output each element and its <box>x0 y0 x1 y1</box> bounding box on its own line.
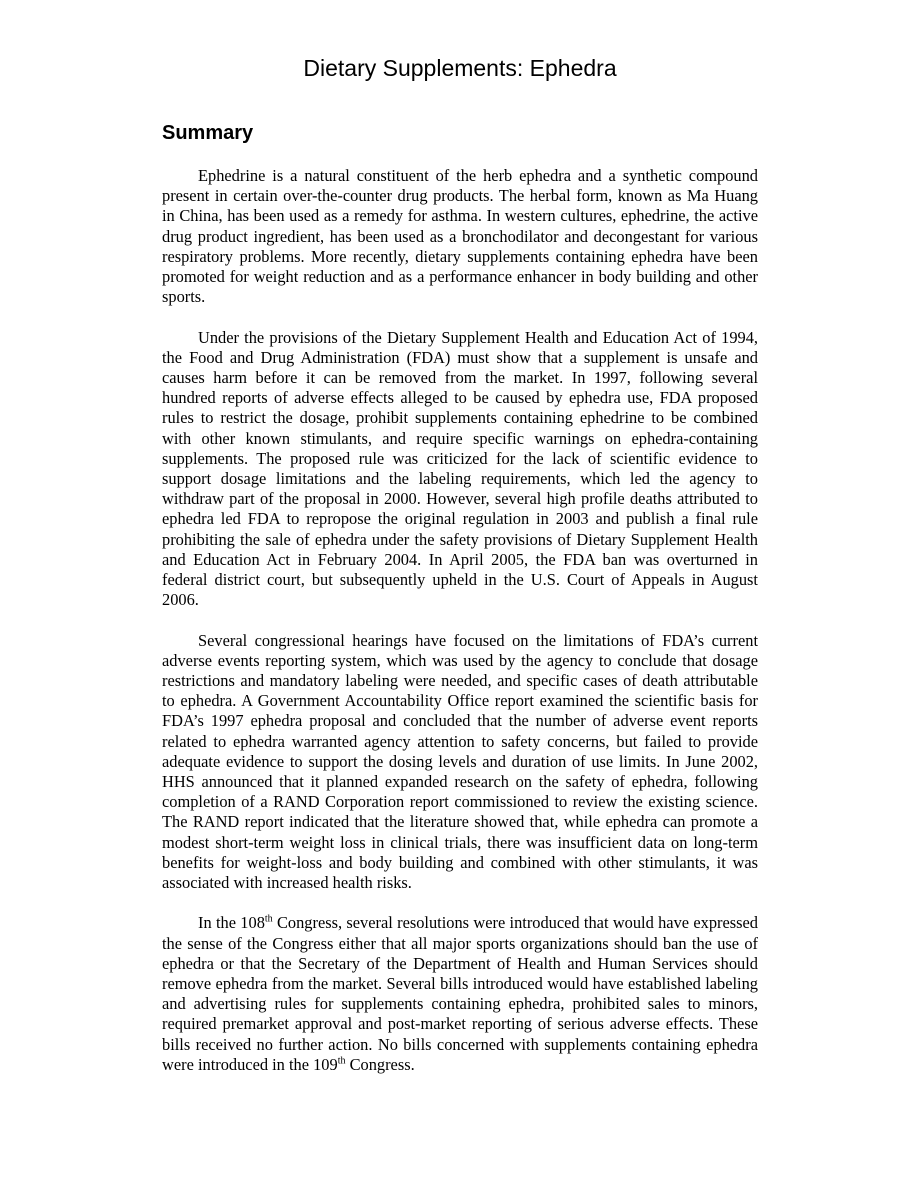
paragraph-4-text-a: In the 108 <box>198 913 265 933</box>
paragraph-1: Ephedrine is a natural constituent of the herb ephedra and a synthetic compound present in certain over-the-counter drug products. The herbal form, known as Ma Huang in China, has been used as a remedy for asthma. In western cultures, ephedrine, the active drug product ingredient, has been used as a bronchodilator and decongestant for various respiratory problems. More recently, dietary supplements containing ephedra have been promoted for weight reduction and as a performance enhancer in body building and other sports. <box>162 166 758 307</box>
ordinal-suffix: th <box>264 914 273 925</box>
paragraph-4-text-c: Congress. <box>345 1054 415 1074</box>
document-title: Dietary Supplements: Ephedra <box>303 55 617 81</box>
ordinal-suffix: th <box>337 1055 346 1067</box>
paragraph-4-text-b: Congress, several resolutions were introduced that would have expressed the sense of the Congress either that all major sports organizations should ban the use of ephedra or that the Secretary of the Department of Health and Human Services should remove ephedra from the market. Several bills introduced would have established labeling and advertising rules for supplements containing ephedra, prohibited sales to minors, required premarket approval and post-market reporting of serious adverse effects. These bills received no further action. No bills concerned with supplements containing ephedra were introduced in the 109 <box>162 913 758 1074</box>
paragraph-3: Several congressional hearings have focused on the limitations of FDA’s current adverse events reporting system, which was used by the agency to conclude that dosage restrictions and mandatory labeling were needed, and specific cases of death attributable to ephedra. A Government Accountability Office report examined the scientific basis for FDA’s 1997 ephedra proposal and concluded that the number of adverse event reports related to ephedra warranted agency attention to safety concerns, but failed to provide adequate evidence to support the dosing levels and duration of use limits. In June 2002, HHS announced that it planned expanded research on the safety of ephedra, following completion of a RAND Corporation report commissioned to review the existing science. The RAND report indicated that the literature showed that, while ephedra can promote a modest short-term weight loss in clinical trials, there was insufficient data on long-term benefits for weight-loss and body building and combined with other stimulants, it was associated with increased health risks. <box>162 630 758 893</box>
paragraph-2: Under the provisions of the Dietary Supplement Health and Education Act of 1994, the Food and Drug Administration (FDA) must show that a supplement is unsafe and causes harm before it can be removed from the market. In 1997, following several hundred reports of adverse effects alleged to be caused by ephedra use, FDA proposed rules to restrict the dosage, prohibit supplements containing ephedrine to be combined with other known stimulants, and require specific warnings on ephedra-containing supplements. The proposed rule was criticized for the lack of scientific evidence to support dosage limitations and the labeling requirements, which led the agency to withdraw part of the proposal in 2000. However, several high profile deaths attributed to ephedra led FDA to repropose the original regulation in 2003 and publish a final rule prohibiting the sale of ephedra under the safety provisions of Dietary Supplement Health and Education Act in February 2004. In April 2005, the FDA ban was overturned in federal district court, but subsequently upheld in the U.S. Court of Appeals in August 2006. <box>162 327 758 610</box>
section-heading-summary: Summary <box>162 122 254 144</box>
paragraph-4 <box>162 913 758 1075</box>
summary-body <box>162 166 758 1075</box>
